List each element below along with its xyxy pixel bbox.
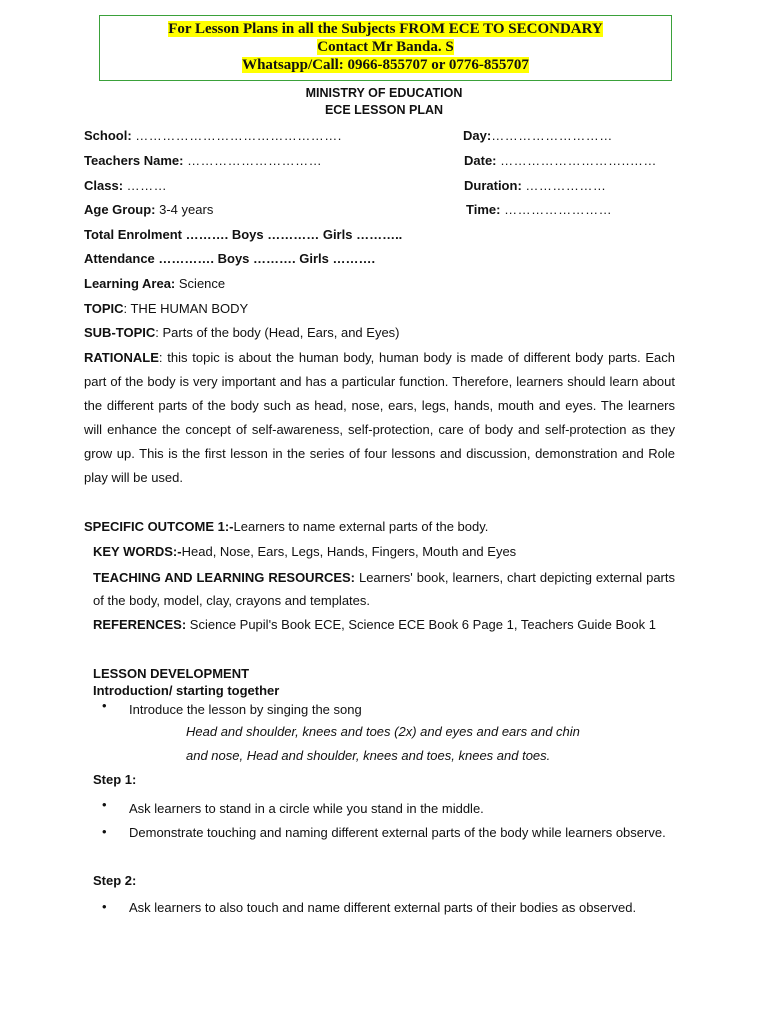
bullet-icon: • (102, 899, 107, 914)
references-label: REFERENCES: (93, 617, 187, 632)
bullet-icon: • (102, 797, 107, 812)
topic-line (84, 301, 248, 316)
lesson-heading: LESSON DEVELOPMENT (93, 666, 250, 681)
enrolment-field: Total Enrolment ………. Boys ………… Girls ……….. (84, 227, 403, 242)
intro-bullet-text: Introduce the lesson by singing the song (129, 702, 362, 717)
resources-text: Learners' book, learners, chart depicting external parts of the body, model, clay, crayons and templates. (93, 570, 675, 608)
rationale-paragraph (84, 346, 675, 490)
outcome-line (84, 519, 488, 534)
school-label: School: (84, 128, 132, 143)
bullet-icon: • (102, 824, 107, 839)
song-line-1: Head and shoulder, knees and toes (2x) and eyes and ears and chin (186, 724, 580, 739)
class-value: ……… (126, 178, 168, 193)
rationale-text: : this topic is about the human body, human body is made of different body parts. Each part of the body is very important and has a particular function. Therefore, learners should learn about the different parts of the body such as head, nose, ears, legs, hands, mouth and eyes. The learners will enhance the concept of self-awareness, self-protection, care of body and self-protection as they grow up. This is the first lesson in the series of four lessons and discussion, demonstration and Role play will be used. (84, 350, 675, 485)
banner-line-1: For Lesson Plans in all the Subjects FROM ECE TO SECONDARY (168, 21, 603, 37)
attendance-field: Attendance …………. Boys ………. Girls ………. (84, 251, 376, 266)
day-label: Day: (463, 128, 492, 143)
rationale-label: RATIONALE (84, 350, 159, 365)
intro-heading: Introduction/ starting together (93, 683, 280, 698)
resources-label: TEACHING AND LEARNING RESOURCES: (93, 570, 356, 585)
subtopic-line (84, 325, 400, 340)
subtopic-label: SUB-TOPIC (84, 325, 156, 340)
resources-paragraph (93, 566, 675, 612)
step2-heading: Step 2: (93, 873, 137, 888)
subtopic-value: : Parts of the body (Head, Ears, and Eyes) (155, 325, 400, 340)
age-field (84, 202, 213, 217)
promo-banner (99, 15, 672, 81)
time-label: Time: (466, 202, 501, 217)
outcome-label: SPECIFIC OUTCOME 1:- (84, 519, 234, 534)
teacher-label: Teachers Name: (84, 153, 184, 168)
duration-value: ……………… (525, 178, 607, 193)
learning-area-field (84, 276, 225, 291)
keywords-line (93, 544, 516, 559)
day-value: ……………………… (491, 128, 613, 143)
teacher-field (84, 153, 322, 168)
bullet-icon: • (102, 698, 107, 713)
school-field (84, 128, 342, 143)
date-label: Date: (464, 153, 497, 168)
ministry-heading: MINISTRY OF EDUCATION (305, 86, 463, 100)
step1-heading: Step 1: (93, 772, 137, 787)
keywords-text: Head, Nose, Ears, Legs, Hands, Fingers, Mouth and Eyes (181, 544, 517, 559)
plan-title: ECE LESSON PLAN (324, 103, 444, 117)
duration-field (464, 178, 606, 193)
step2-bullet-1: Ask learners to also touch and name different external parts of their bodies as observed. (129, 900, 637, 915)
keywords-label: KEY WORDS:- (93, 544, 182, 559)
school-value: ………………………………………. (135, 128, 342, 143)
day-field (463, 128, 613, 143)
time-value: …………………… (504, 202, 613, 217)
banner-line-2: Contact Mr Banda. S (317, 39, 454, 55)
topic-label: TOPIC (84, 301, 124, 316)
area-value: Science (178, 276, 226, 291)
date-field (464, 153, 657, 168)
age-label: Age Group: (84, 202, 156, 217)
outcome-text: Learners to name external parts of the body. (233, 519, 489, 534)
song-line-2: and nose, Head and shoulder, knees and toes, knees and toes. (186, 748, 551, 763)
area-label: Learning Area: (84, 276, 176, 291)
banner-line-3: Whatsapp/Call: 0966-855707 or 0776-855707 (242, 57, 529, 73)
class-field (84, 178, 167, 193)
age-value: 3-4 years (159, 202, 214, 217)
teacher-value: ………………………… (187, 153, 323, 168)
topic-value: : THE HUMAN BODY (123, 301, 249, 316)
time-field (466, 202, 612, 217)
references-text: Science Pupil's Book ECE, Science ECE Book 6 Page 1, Teachers Guide Book 1 (186, 617, 656, 632)
references-line (93, 617, 656, 632)
date-value: ………………………..…… (500, 153, 657, 168)
class-label: Class: (84, 178, 124, 193)
step1-bullet-1: Ask learners to stand in a circle while you stand in the middle. (129, 801, 484, 816)
step1-bullet-2: Demonstrate touching and naming different external parts of the body while learners observe. (129, 825, 666, 840)
duration-label: Duration: (464, 178, 522, 193)
